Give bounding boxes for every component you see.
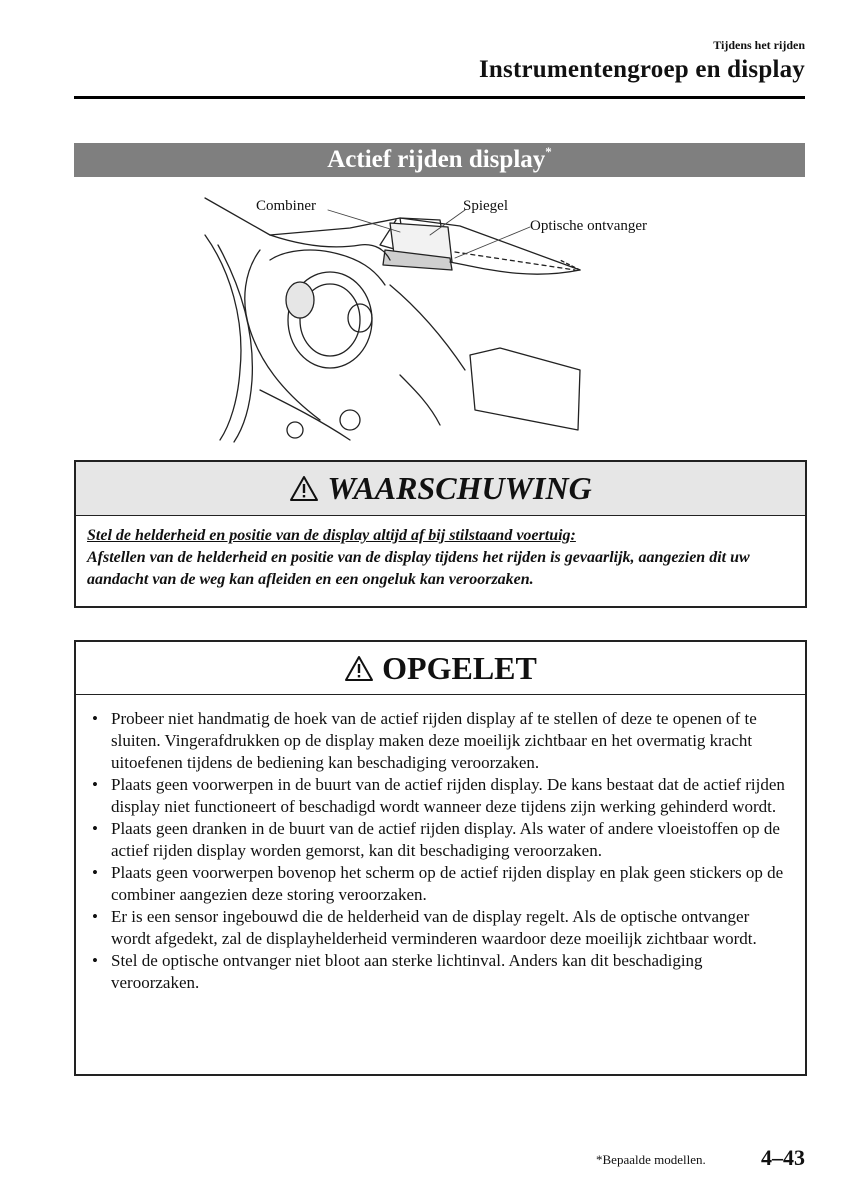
section-title-bar: [74, 143, 805, 177]
bullet: •: [92, 709, 98, 728]
chapter-label: Tijdens het rijden: [713, 38, 805, 52]
warning-body: [76, 516, 805, 591]
bullet: •: [92, 863, 98, 882]
label-mirror: Spiegel: [463, 198, 508, 214]
caution-list: [76, 695, 805, 994]
list-item: [76, 862, 805, 906]
footnote: *Bepaalde modellen.: [596, 1152, 706, 1167]
warning-triangle-icon: [344, 655, 374, 682]
label-optical-sensor: Optische ontvanger: [530, 218, 648, 234]
warning-box: [74, 460, 807, 608]
list-item: [76, 950, 805, 994]
label-combiner: Combiner: [256, 198, 316, 214]
list-item-text: Stel de optische ontvanger niet bloot aan sterke lichtinval. Anders kan dit beschadiging veroorzaken.: [111, 951, 703, 992]
bullet: •: [92, 775, 98, 794]
list-item-text: Plaats geen voorwerpen in de buurt van de actief rijden display. De kans bestaat dat de actief rijden display niet functioneert of beschadigd wordt wanneer deze tijdens zijn werking gehinderd wordt.: [111, 775, 785, 816]
warning-text: Afstellen van de helderheid en positie van de display tijdens het rijden is gevaarlijk, aangezien dit uw aandacht van de weg kan afleiden en een ongeluk kan veroorzaken.: [87, 549, 750, 588]
warning-triangle-icon: [289, 475, 319, 502]
header-divider: [74, 96, 805, 99]
list-item-text: Er is een sensor ingebouwd die de helderheid van de display regelt. Als de optische ontvanger wordt afgedekt, zal de displayhelderheid verminderen waardoor deze moeilijk zichtbaar wordt.: [111, 907, 757, 948]
list-item-text: Plaats geen dranken in de buurt van de actief rijden display. Als water of andere vloeistoffen op de actief rijden display worden gemorst, kan dit beschadiging veroorzaken.: [111, 819, 780, 860]
caution-title: OPGELET: [382, 649, 537, 686]
list-item-text: Probeer niet handmatig de hoek van de actief rijden display af te stellen of deze te openen of te sluiten. Vingerafdrukken op de display maken deze moeilijk zichtbaar en het overmatig kracht uitoefenen tijdens de bediening kan beschadiging veroorzaken.: [111, 709, 757, 772]
warning-heading: Stel de helderheid en positie van de display altijd af bij stilstaand voertuig:: [87, 527, 576, 544]
list-item: [76, 708, 805, 774]
bullet: •: [92, 907, 98, 926]
list-item: [76, 906, 805, 950]
section-asterisk: *: [545, 144, 552, 159]
bullet: •: [92, 951, 98, 970]
page-title: Instrumentengroep en display: [478, 56, 805, 83]
warning-header: [76, 462, 805, 516]
dashboard-illustration: [200, 190, 680, 445]
page-number: 4–43: [761, 1145, 805, 1170]
warning-title: WAARSCHUWING: [327, 470, 592, 506]
caution-box: [74, 640, 807, 1076]
bullet: •: [92, 819, 98, 838]
list-item: [76, 818, 805, 862]
section-title: Actief rijden display: [327, 146, 546, 173]
list-item: [76, 774, 805, 818]
list-item-text: Plaats geen voorwerpen bovenop het scherm op de actief rijden display en plak geen stickers op de combiner aangezien deze storing veroorzaken.: [111, 863, 784, 904]
caution-header: [76, 642, 805, 695]
